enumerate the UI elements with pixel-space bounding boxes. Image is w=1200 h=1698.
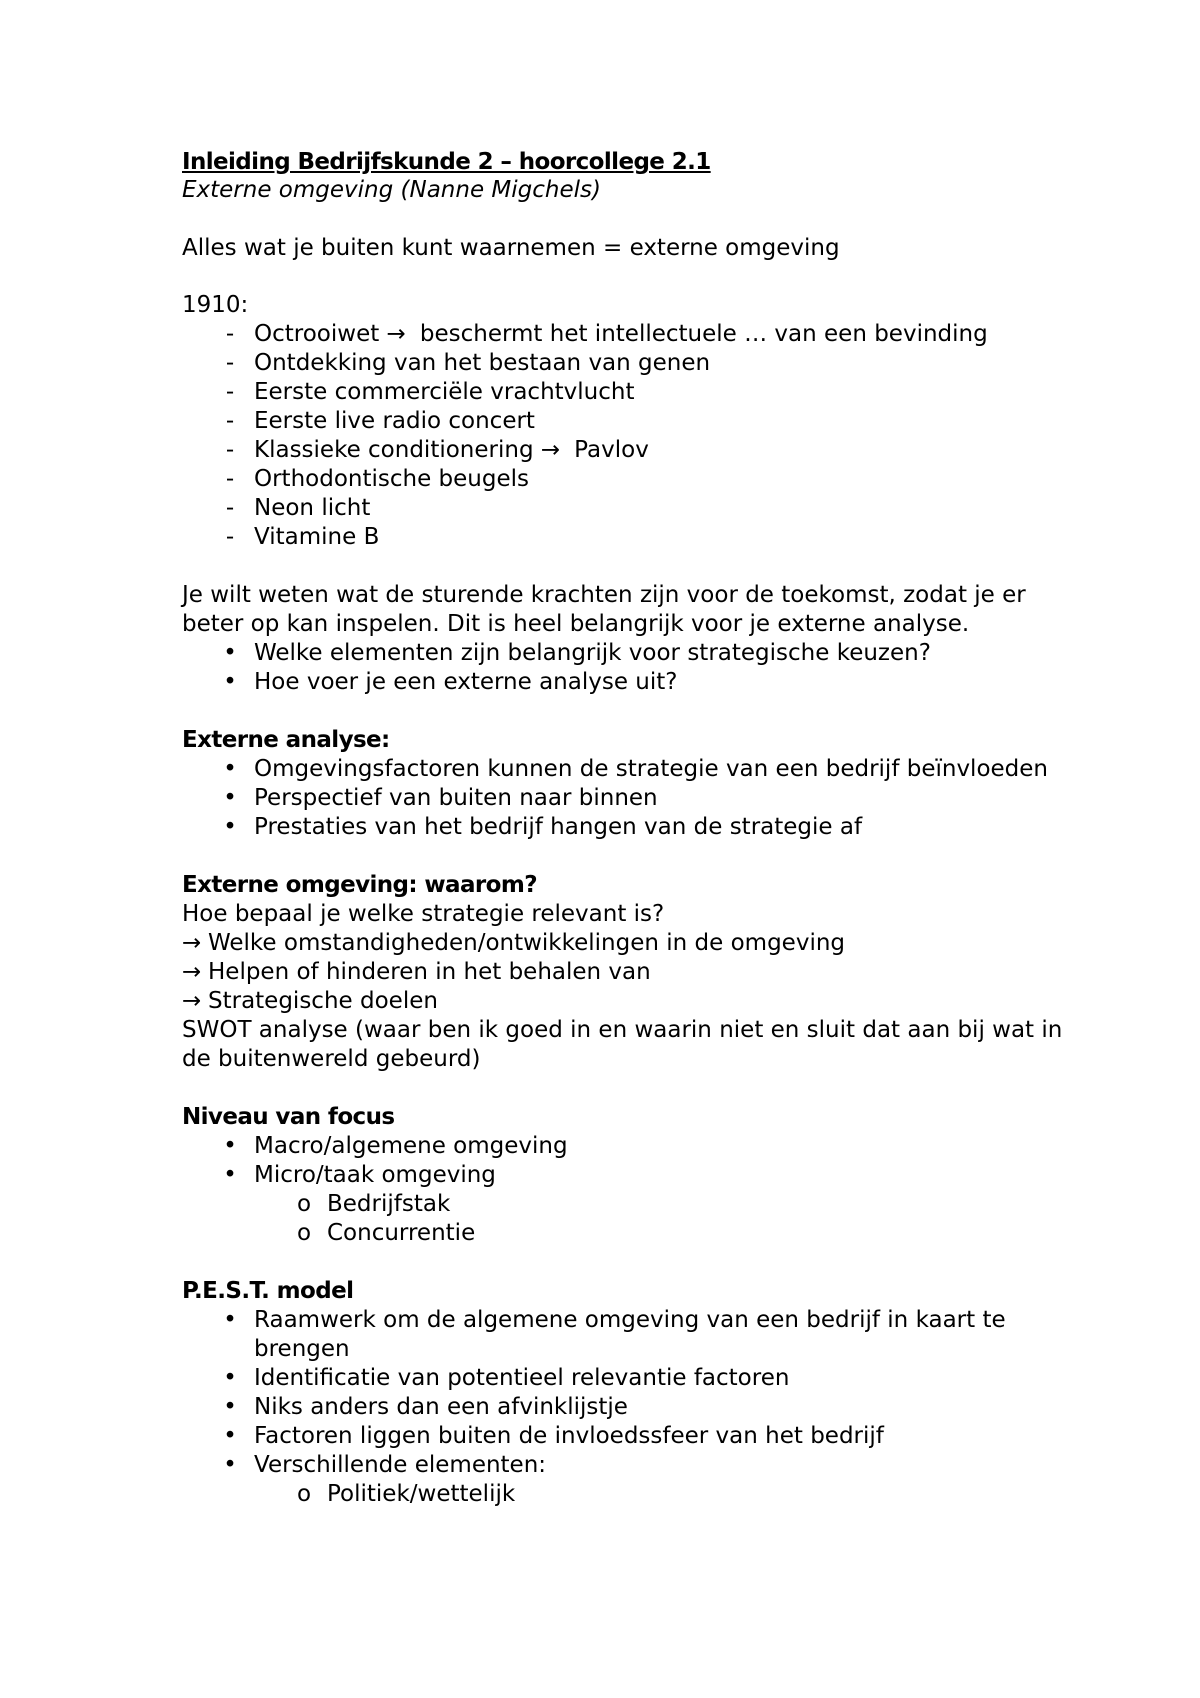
dash-marker: -: [225, 379, 235, 405]
list-item-text: Eerste commerciële vrachtvlucht: [254, 379, 635, 405]
list-item-text: Perspectief van buiten naar binnen: [254, 785, 658, 811]
document-title: Inleiding Bedrijfskunde 2 – hoorcollege 2.1: [182, 149, 711, 175]
arrow-line-text: Strategische doelen: [208, 988, 438, 1014]
list-item-text: Klassieke conditionering: [254, 437, 541, 463]
circle-marker: o: [296, 1220, 312, 1246]
list-item-text: Ontdekking van het bestaan van genen: [254, 350, 711, 376]
section-heading: P.E.S.T. model: [182, 1278, 354, 1304]
dash-marker: -: [225, 321, 235, 347]
bullet-marker: •: [223, 669, 237, 695]
list-item-text: Neon licht: [254, 495, 371, 521]
bullet-marker: •: [223, 1162, 237, 1188]
bullet-marker: •: [223, 1394, 237, 1420]
arrow-right-icon: →: [182, 959, 202, 985]
list-item-text: Omgevingsfactoren kunnen de strategie van een bedrijf beïnvloeden: [254, 756, 1048, 782]
list-item-text: Raamwerk om de algemene omgeving van een bedrijf in kaart te: [254, 1307, 1006, 1333]
list-item-text: Micro/taak omgeving: [254, 1162, 496, 1188]
bullet-marker: •: [223, 1423, 237, 1449]
list-item-text: Orthodontische beugels: [254, 466, 530, 492]
arrow-right-icon: →: [182, 988, 202, 1014]
bullet-marker: •: [223, 1365, 237, 1391]
sub-list-item-text: Politiek/wettelijk: [327, 1481, 516, 1507]
list-item-text: Vitamine B: [254, 524, 380, 550]
arrow-line-text: Helpen of hinderen in het behalen van: [208, 959, 651, 985]
arrow-line: [182, 928, 845, 958]
bullet-marker: •: [223, 1307, 237, 1333]
list-item-text: Pavlov: [566, 437, 649, 463]
paragraph-line: Je wilt weten wat de sturende krachten zijn voor de toekomst, zodat je er: [182, 582, 1026, 608]
document-subtitle: Externe omgeving (Nanne Migchels): [182, 177, 601, 203]
dash-marker: -: [225, 466, 235, 492]
circle-marker: o: [296, 1481, 312, 1507]
year-label: 1910:: [182, 292, 249, 318]
dash-marker: -: [225, 408, 235, 434]
sub-list-item-text: Bedrijfstak: [327, 1191, 451, 1217]
arrow-line-text: Welke omstandigheden/ontwikkelingen in de omgeving: [208, 930, 846, 956]
list-item-text: Hoe voer je een externe analyse uit?: [254, 669, 678, 695]
paragraph-line: beter op kan inspelen. Dit is heel belangrijk voor je externe analyse.: [182, 611, 970, 637]
list-item-text: Niks anders dan een afvinklijstje: [254, 1394, 628, 1420]
dash-marker: -: [225, 524, 235, 550]
section-heading: Externe analyse:: [182, 727, 390, 753]
dash-marker: -: [225, 495, 235, 521]
dash-marker: -: [225, 350, 235, 376]
dash-marker: -: [225, 437, 235, 463]
bullet-marker: •: [223, 1133, 237, 1159]
bullet-marker: •: [223, 785, 237, 811]
paragraph-line: SWOT analyse (waar ben ik goed in en waarin niet en sluit dat aan bij wat in: [182, 1017, 1063, 1043]
circle-marker: o: [296, 1191, 312, 1217]
list-item-text: Identificatie van potentieel relevantie factoren: [254, 1365, 790, 1391]
paragraph-line: Hoe bepaal je welke strategie relevant is?: [182, 901, 665, 927]
paragraph-line: de buitenwereld gebeurd): [182, 1046, 481, 1072]
list-item-text: Octrooiwet: [254, 321, 387, 347]
arrow-line: [182, 986, 438, 1016]
list-item-text: Welke elementen zijn belangrijk voor strategische keuzen?: [254, 640, 931, 666]
intro-text: Alles wat je buiten kunt waarnemen = externe omgeving: [182, 235, 840, 261]
arrow-right-icon: →: [540, 437, 561, 463]
list-item-text: Macro/algemene omgeving: [254, 1133, 568, 1159]
bullet-marker: •: [223, 640, 237, 666]
section-heading: Niveau van focus: [182, 1104, 395, 1130]
bullet-marker: •: [223, 1452, 237, 1478]
bullet-marker: •: [223, 756, 237, 782]
arrow-line: [182, 957, 651, 987]
list-item-text: Factoren liggen buiten de invloedssfeer van het bedrijf: [254, 1423, 884, 1449]
section-heading: Externe omgeving: waarom?: [182, 872, 537, 898]
list-item-text: Verschillende elementen:: [254, 1452, 547, 1478]
bullet-marker: •: [223, 814, 237, 840]
sub-list-item-text: Concurrentie: [327, 1220, 476, 1246]
list-item-text: Prestaties van het bedrijf hangen van de strategie af: [254, 814, 863, 840]
list-item-text: beschermt het intellectuele … van een bevinding: [412, 321, 988, 347]
list-item-text: brengen: [254, 1336, 350, 1362]
list-item-text: Eerste live radio concert: [254, 408, 535, 434]
arrow-right-icon: →: [182, 930, 202, 956]
arrow-right-icon: →: [386, 321, 406, 347]
